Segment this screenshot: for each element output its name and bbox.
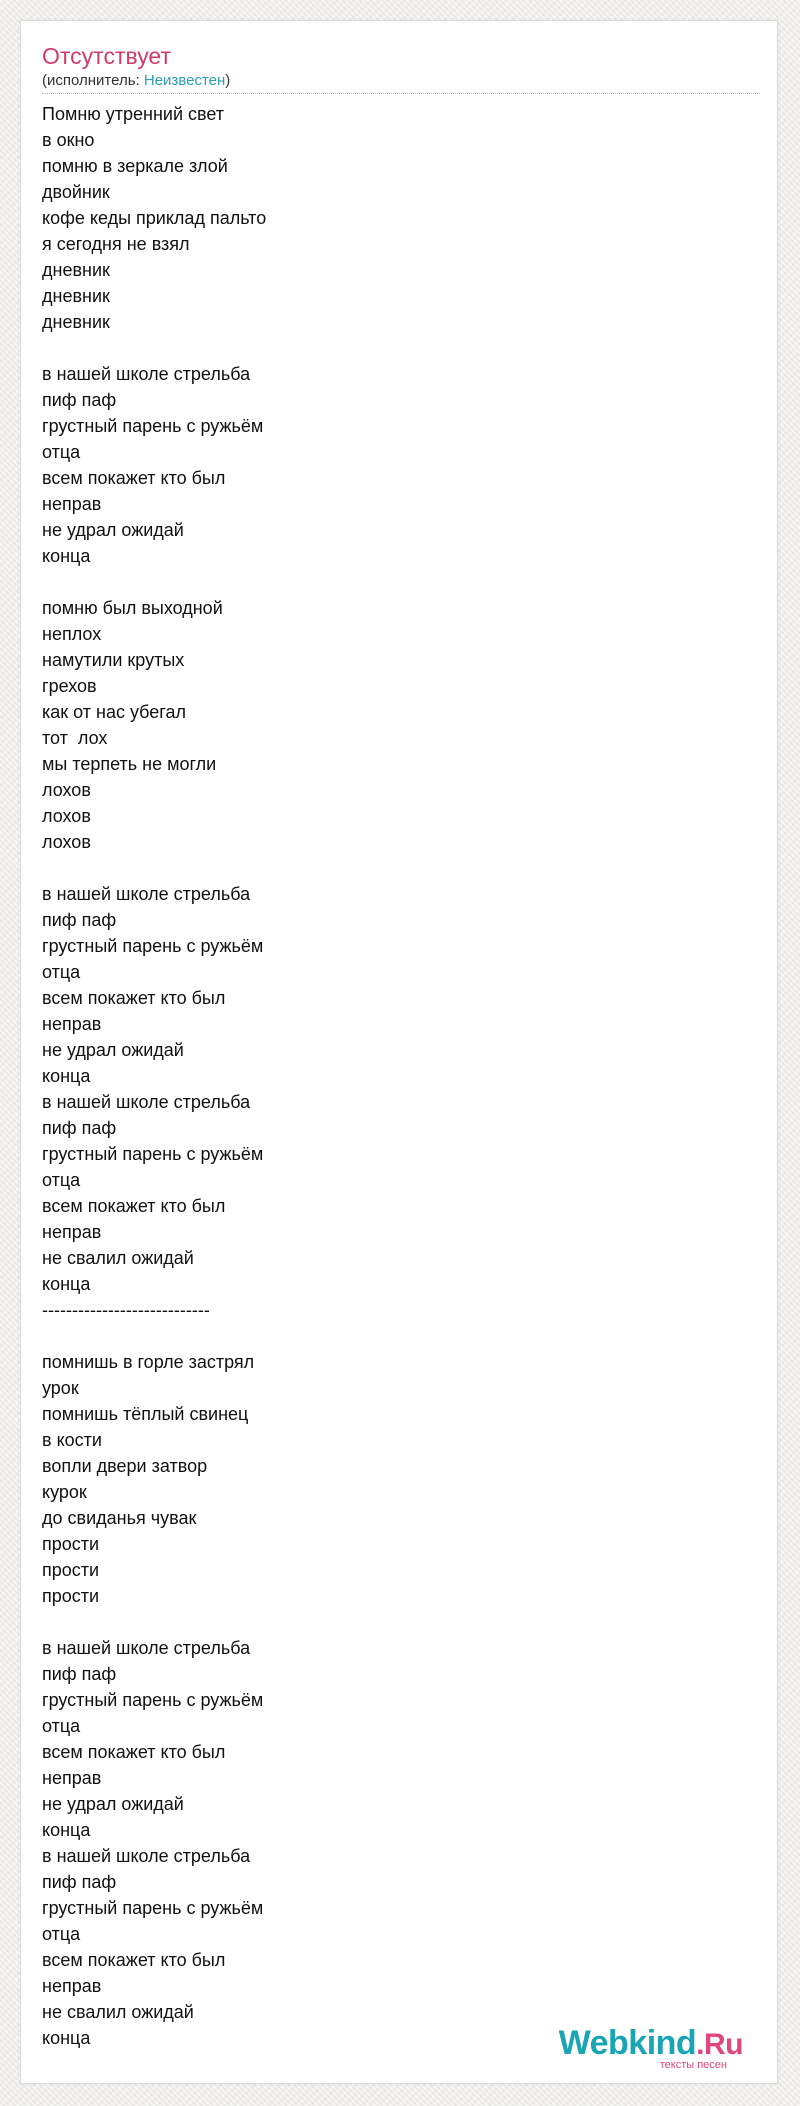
artist-line: [42, 72, 230, 90]
artist-link[interactable]: Неизвестен: [143, 72, 226, 89]
title-divider: [42, 93, 760, 94]
artist-prefix: (исполнитель:: [42, 72, 144, 89]
site-logo[interactable]: [559, 2025, 743, 2071]
lyrics-card: [20, 20, 778, 2084]
song-title: Отсутствует: [42, 43, 171, 69]
artist-suffix: ): [225, 72, 231, 89]
logo-tagline: тексты песен: [659, 2059, 727, 2071]
logo-name: Webkind: [558, 2024, 697, 2062]
lyrics-text: Помню утренний свет в окно помню в зеркале злой двойник кофе кеды приклад пальто я сегодня не взял дневник дневник дневник в нашей школе стрельба пиф паф грустный парень с ружьём отца всем покажет кто был неправ не удрал ожидай конца помню был выходной неплох намутили крутых грехов как от нас убегал тот лох мы терпеть не могли лохов лохов лохов в нашей школе стрельба пиф паф грустный парень с ружьём отца всем покажет кто был неправ не удрал ожидай конца в нашей школе стрельба пиф паф грустный парень с ружьём отца всем покажет кто был неправ не свалил ожидай конца ---------------------------- помнишь в горле застрял урок помнишь тёплый свинец в кости вопли двери затвор курок до свиданья чувак прости прости прости в нашей школе стрельба пиф паф грустный парень с ружьём отца всем покажет кто был неправ не удрал ожидай конца в нашей школе стрельба пиф паф грустный парень с ружьём отца всем покажет кто был неправ не свалил ожидай конца: [42, 104, 267, 2048]
logo-wordmark: [559, 2025, 743, 2063]
logo-tld: .Ru: [696, 2028, 743, 2061]
